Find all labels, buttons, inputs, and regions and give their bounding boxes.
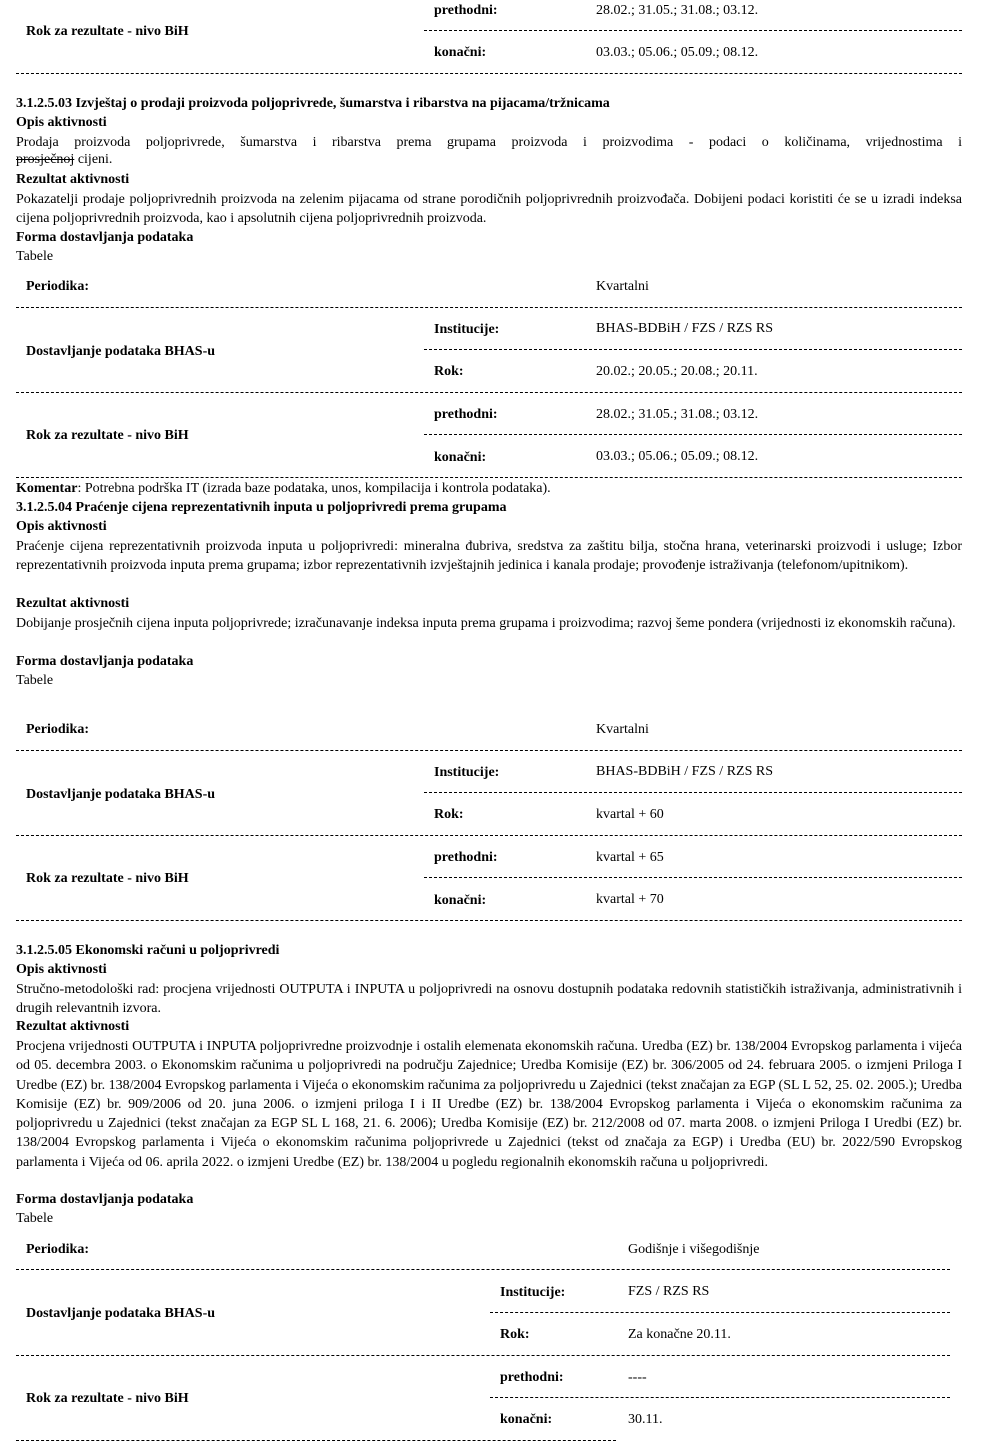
divider — [16, 477, 962, 478]
rok-rezultate-label: Rok za rezultate - nivo BiH — [26, 871, 189, 886]
divider — [424, 30, 962, 31]
prethodni-label: prethodni: — [434, 407, 498, 422]
section-heading: 3.1.2.5.03 Izvještaj o prodaji proizvoda poljoprivrede, šumarstva i ribarstva na pijacama/tržnicama — [16, 96, 610, 111]
prethodni-value: kvartal + 65 — [596, 850, 664, 865]
forma-label: Forma dostavljanja podataka — [16, 1192, 194, 1207]
konacni-label: konačni: — [434, 450, 487, 465]
prethodni-label: prethodni: — [500, 1370, 564, 1385]
rezultat-label: Rezultat aktivnosti — [16, 596, 130, 611]
rok-value: Za konačne 20.11. — [628, 1327, 731, 1342]
periodika-value: Kvartalni — [596, 279, 649, 294]
komentar — [16, 481, 551, 497]
forma-value: Tabele — [16, 673, 54, 688]
prethodni-value: 28.02.; 31.05.; 31.08.; 03.12. — [596, 407, 759, 422]
institucije-label: Institucije: — [434, 765, 500, 780]
periodika-value: Kvartalni — [596, 722, 649, 737]
rok-rezultate-label: Rok za rezultate - nivo BiH — [26, 1391, 189, 1406]
institucije-label: Institucije: — [500, 1285, 566, 1300]
periodika-label: Periodika: — [26, 1242, 89, 1257]
divider — [16, 750, 962, 751]
forma-value: Tabele — [16, 249, 54, 264]
dostavljanje-label: Dostavljanje podataka BHAS-u — [26, 787, 216, 802]
divider — [424, 349, 962, 350]
opis-text: Stručno-metodološki rad: procjena vrijednosti OUTPUTA i INPUTA u poljoprivredi na osnovu dostupnih podataka redovnih statističkih istraživanja, administrativnih i drugih relevantnih izvora. — [16, 982, 962, 1017]
konacni-value: 03.03.; 05.06.; 05.09.; 08.12. — [596, 449, 759, 464]
divider — [16, 835, 962, 836]
rok-label: Rok: — [500, 1327, 530, 1342]
komentar-label: Komentar — [16, 481, 78, 496]
institucije-value: BHAS-BDBiH / FZS / RZS RS — [596, 764, 773, 779]
rezultat-text: Procjena vrijednosti OUTPUTA i INPUTA poljoprivredne proizvodnje i ostalih elemenata ekonomskih računa. Uredba (EZ) br. 138/2004 Evropskog parlamenta i vijeća od 05. decembra 2003. o Ekonomskim računima u poljoprivredi na području Zajednice; Uredba Komisije (EZ) br. 306/2005 od 24. februara 2005. o izmjeni Priloga I Uredbe (EZ) br. 138/2004 Evropskog parlamenta i Vijeća o ekonomskim računima za poljoprivredu u Zajednici (tekst značajan za EGP (SL L 52, 25. 02. 2005.); Uredba Komisije (EZ) br. 909/2006 od 20. juna 2006. o izmjeni priloga I i II Uredbe (EZ) br. 138/2004 Evropskog parlamenta i Vijeća o ekonomskim računima za poljoprivredu u Zajednici (tekst značajan za EGP SL L 168, 21. 6. 2006); Uredba Komisije (EZ) br. 212/2008 od 07. marta 2008. o izmjeni Priloga I Uredbi (EZ) br. 138/2004 Evropskog parlamenta i Vijeća o ekonomskim računima poljoprivrede u Zajednici (tekst od značaja za EGP) i Uredba (EU) br. 2022/590 Evropskog parlamenta i Vijeća od 06. aprila 2022. o izmjeni Uredbe (EZ) br. 138/2004 u pogledu regionalnih ekonomskih računa u poljoprivredi. — [16, 1039, 962, 1170]
konacni-label: konačni: — [434, 45, 487, 60]
rezultat-text: Dobijanje prosječnih cijena inputa poljoprivrede; izračunavanje indeksa inputa prema grupama i proizvodima; razvoj šeme pondera (vrijednosti iz ekonomskih računa). — [16, 616, 956, 631]
konacni-label: konačni: — [500, 1412, 553, 1427]
opis-rest: cijeni. — [74, 152, 113, 167]
komentar-text: : Potrebna podrška IT (izrada baze podataka, unos, kompilacija i kontrola podataka). — [77, 481, 551, 496]
opis-strikethrough: prosječnoj — [16, 152, 75, 167]
rok-value: kvartal + 60 — [596, 807, 664, 822]
dostavljanje-label: Dostavljanje podataka BHAS-u — [26, 344, 216, 359]
divider — [16, 1269, 950, 1270]
rok-value: 20.02.; 20.05.; 20.08.; 20.11. — [596, 364, 758, 379]
rok-rezultate-label: Rok za rezultate - nivo BiH — [26, 428, 189, 443]
opis-text: Praćenje cijena reprezentativnih proizvoda inputa u poljoprivredi: mineralna đubriva, sredstva za zaštitu bilja, stočna hrana, veterinarski proizvodi i usluge; Izbor reprezentativnih proizvoda inputa prema grupama; izbor reprezentativnih izvještajnih jedinica i kanala prodaje; provođenje istraživanja (telefonom/upitnikom). — [16, 539, 962, 574]
institucije-value: FZS / RZS RS — [628, 1284, 710, 1299]
konacni-value: kvartal + 70 — [596, 892, 664, 907]
divider — [424, 877, 962, 878]
divider — [424, 792, 962, 793]
divider — [16, 307, 962, 308]
opis-label: Opis aktivnosti — [16, 962, 107, 977]
divider — [16, 392, 962, 393]
rok-rezultate-label: Rok za rezultate - nivo BiH — [26, 24, 189, 39]
rezultat-text: Pokazatelji prodaje poljoprivrednih proizvoda na zelenim pijacama od strane porodičnih poljoprivrednih proizvođača. Dobijeni podaci koristiti će se u izradi indeksa cijena poljoprivrednih proizvoda, kao i apsolutnih cijena poljoprivrednih proizvoda. — [16, 192, 962, 227]
rok-label: Rok: — [434, 364, 464, 379]
divider — [16, 73, 962, 74]
konacni-value: 30.11. — [628, 1412, 663, 1427]
rezultat-label: Rezultat aktivnosti — [16, 1019, 130, 1034]
dostavljanje-label: Dostavljanje podataka BHAS-u — [26, 1306, 216, 1321]
forma-value: Tabele — [16, 1211, 54, 1226]
section-heading: 3.1.2.5.05 Ekonomski računi u poljoprivredi — [16, 943, 280, 958]
prethodni-value: ---- — [628, 1370, 647, 1385]
prethodni-value: 28.02.; 31.05.; 31.08.; 03.12. — [596, 3, 759, 18]
prethodni-label: prethodni: — [434, 3, 498, 18]
periodika-label: Periodika: — [26, 279, 89, 294]
institucije-value: BHAS-BDBiH / FZS / RZS RS — [596, 321, 773, 336]
forma-label: Forma dostavljanja podataka — [16, 654, 194, 669]
heading-text: Praćenje cijena reprezentativnih inputa u poljoprivredi prema grupama — [75, 500, 507, 515]
divider — [424, 434, 962, 435]
periodika-label: Periodika: — [26, 722, 89, 737]
opis-line-1: Prodaja proizvoda poljoprivrede, šumarstva i ribarstva prema grupama proizvoda i proizvodima - podaci o količinama, vrijednostima i — [16, 135, 962, 150]
rezultat-label: Rezultat aktivnosti — [16, 172, 130, 187]
forma-label: Forma dostavljanja podataka — [16, 230, 194, 245]
prethodni-label: prethodni: — [434, 850, 498, 865]
divider — [490, 1312, 950, 1313]
divider — [490, 1397, 950, 1398]
opis-label: Opis aktivnosti — [16, 519, 107, 534]
opis-line-2 — [16, 152, 112, 168]
divider — [16, 920, 962, 921]
heading-number: 3.1.2.5.04 — [16, 500, 76, 515]
periodika-value: Godišnje i višegodišnje — [628, 1242, 760, 1257]
section-heading — [16, 500, 507, 516]
rok-label: Rok: — [434, 807, 464, 822]
opis-label: Opis aktivnosti — [16, 115, 107, 130]
divider — [16, 1440, 616, 1441]
institucije-label: Institucije: — [434, 322, 500, 337]
divider — [16, 1355, 950, 1356]
konacni-label: konačni: — [434, 893, 487, 908]
konacni-value: 03.03.; 05.06.; 05.09.; 08.12. — [596, 45, 759, 60]
